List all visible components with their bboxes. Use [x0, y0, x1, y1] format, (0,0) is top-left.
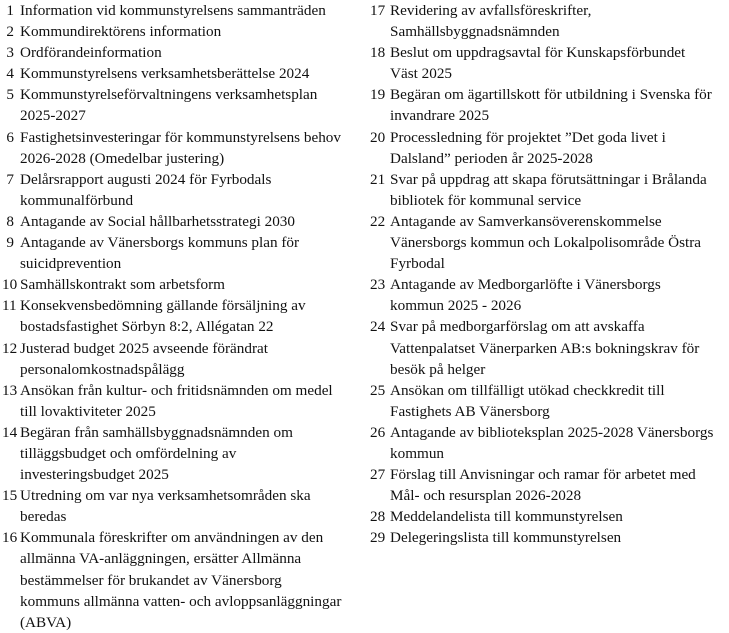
agenda-item-title: [20, 84, 364, 126]
agenda-item-number: 22: [370, 212, 386, 230]
agenda-item-number: 26: [370, 423, 386, 441]
agenda-item-title: [20, 338, 364, 380]
agenda-item: [2, 274, 364, 295]
agenda-item-title: [390, 169, 729, 211]
agenda-item-title-line: allmänna VA-anläggningen, ersätter Allmänna: [20, 550, 302, 568]
agenda-item-number: 27: [370, 466, 386, 484]
agenda-item-title-line: kommunalförbund: [20, 191, 134, 209]
agenda-item-number: 4: [6, 65, 14, 83]
agenda-item-number: 14: [2, 423, 18, 441]
agenda-item-title-line: Kommunstyrelseförvaltningens verksamhetsplan: [20, 86, 318, 104]
agenda-item-title: [20, 380, 364, 422]
agenda-item-title-line: Information vid kommunstyrelsens sammanträden: [20, 2, 326, 19]
agenda-item-title: [390, 211, 729, 274]
agenda-item-number: 5: [6, 86, 14, 104]
agenda-item-title: [20, 169, 364, 211]
agenda-item-title-line: Beslut om uppdragsavtal för Kunskapsförbundet: [390, 44, 686, 62]
agenda-item-title-line: Begäran från samhällsbyggnadsnämnden om: [20, 423, 293, 441]
agenda-item-number: 21: [370, 170, 386, 188]
agenda-item-title-line: Ordförandeinformation: [20, 44, 162, 62]
agenda-item-number: 15: [2, 487, 18, 505]
agenda-item-title: [20, 274, 364, 295]
agenda-item-title: [20, 422, 364, 485]
agenda-item-title: [390, 274, 729, 316]
agenda-item-title-line: (ABVA): [20, 613, 72, 631]
agenda-item-title-line: Fastighetsinvesteringar för kommunstyrelsens behov: [20, 128, 341, 146]
agenda-item-title: [20, 42, 364, 63]
agenda-item-number: 6: [6, 128, 14, 146]
agenda-item-title: [390, 380, 729, 422]
agenda-item-title: [390, 0, 729, 42]
agenda-item-title-line: bibliotek för kommunal service: [390, 191, 582, 209]
agenda-item-title: [20, 232, 364, 274]
agenda-item: [2, 211, 364, 232]
agenda-item-number: 19: [370, 86, 386, 104]
agenda-item-title: [390, 506, 729, 527]
agenda-item-title-line: Ansökan om tillfälligt utökad checkkredit till: [390, 381, 665, 399]
agenda-item: [2, 127, 364, 169]
agenda-item-number: 7: [6, 170, 14, 188]
agenda-item-title-line: Dalsland” perioden år 2025-2028: [390, 149, 593, 167]
agenda-item-title-line: Väst 2025: [390, 65, 453, 83]
agenda-item: [2, 527, 364, 632]
agenda-item-number: 11: [2, 297, 17, 315]
agenda-item: [370, 380, 729, 422]
agenda-item: [2, 63, 364, 84]
agenda-item-title-line: Antagande av Social hållbarhetsstrategi 2030: [20, 212, 295, 230]
agenda-item-number: 2: [6, 23, 14, 41]
agenda-item-title-line: kommuns allmänna vatten- och avloppsanläggningar: [20, 592, 342, 610]
agenda-item-title-line: Antagande av Samverkansöverenskommelse: [390, 212, 662, 230]
agenda-item: [370, 422, 729, 464]
agenda-item-number: 23: [370, 276, 386, 294]
agenda-item: [370, 127, 729, 169]
agenda-item-title: [390, 422, 729, 464]
agenda-item-title: [390, 316, 729, 379]
agenda-item-title-line: bostadsfastighet Sörbyn 8:2, Allégatan 22: [20, 318, 274, 336]
agenda-item-title-line: Mål- och resursplan 2026-2028: [390, 487, 582, 505]
agenda-item-title-line: invandrare 2025: [390, 107, 490, 125]
agenda-item-title-line: Vänersborgs kommun och Lokalpolisområde Östra: [390, 234, 702, 252]
agenda-item-title-line: Fastighets AB Vänersborg: [390, 402, 550, 420]
agenda-item: [370, 84, 729, 126]
agenda-item: [2, 485, 364, 527]
agenda-item: [2, 295, 364, 337]
agenda-item-title: [20, 527, 364, 632]
agenda-item: [370, 464, 729, 506]
agenda-item-title-line: kommun: [390, 444, 445, 462]
agenda-item-title-line: personalomkostnadspålägg: [20, 360, 185, 378]
agenda-item-number: 1: [6, 2, 14, 19]
agenda-item-title-line: besök på helger: [390, 360, 486, 378]
agenda-item-title-line: bestämmelser för brukandet av Vänersborg: [20, 571, 282, 589]
agenda-item-number: 24: [370, 318, 386, 336]
agenda-item-title-line: till lovaktiviteter 2025: [20, 402, 156, 420]
agenda-item-title-line: Vattenpalatset Vänerparken AB:s bokningskrav för: [390, 339, 700, 357]
agenda-item-title: [390, 84, 729, 126]
agenda-item: [2, 380, 364, 422]
agenda-item-title-line: beredas: [20, 508, 67, 526]
agenda-item-title-line: Svar på medborgarförslag om att avskaffa: [390, 318, 645, 336]
agenda-item-title-line: suicidprevention: [20, 255, 122, 273]
agenda-item-title-line: Svar på uppdrag att skapa förutsättningar i Brålanda: [390, 170, 707, 188]
agenda-item-title-line: Delårsrapport augusti 2024 för Fyrbodals: [20, 170, 272, 188]
agenda-item-title: [390, 527, 729, 548]
agenda-item-number: 16: [2, 529, 18, 547]
agenda-item: [370, 274, 729, 316]
agenda-item: [2, 232, 364, 274]
agenda-item: [370, 0, 729, 42]
agenda-item-number: 20: [370, 128, 386, 146]
agenda-item: [2, 42, 364, 63]
agenda-item-number: 13: [2, 381, 18, 399]
agenda-item-title-line: Antagande av Medborgarlöfte i Vänersborgs: [390, 276, 661, 294]
agenda-item-title-line: Antagande av biblioteksplan 2025-2028 Vänersborgs: [390, 423, 714, 441]
agenda-item-title: [20, 63, 364, 84]
agenda-item-title-line: Kommunstyrelsens verksamhetsberättelse 2024: [20, 65, 310, 83]
agenda-column-right: [370, 0, 729, 548]
agenda-item-title-line: Meddelandelista till kommunstyrelsen: [390, 508, 623, 526]
agenda-item: [370, 42, 729, 84]
agenda-item-title: [390, 42, 729, 84]
agenda-item-title-line: Förslag till Anvisningar och ramar för arbetet med: [390, 466, 696, 484]
agenda-item-title-line: Justerad budget 2025 avseende förändrat: [20, 339, 268, 357]
agenda-item: [2, 338, 364, 380]
agenda-item-number: 12: [2, 339, 18, 357]
agenda-item-title: [20, 295, 364, 337]
agenda-item-number: 10: [2, 276, 18, 294]
agenda-item-title: [20, 127, 364, 169]
agenda-column-left: [2, 0, 364, 633]
agenda-item-title-line: Samhällskontrakt som arbetsform: [20, 276, 225, 294]
agenda-item-title-line: Revidering av avfallsföreskrifter,: [390, 2, 592, 19]
agenda-item-number: 3: [6, 44, 14, 62]
agenda-item-title-line: Utredning om var nya verksamhetsområden ska: [20, 487, 311, 505]
agenda-item-number: 28: [370, 508, 386, 526]
agenda-item-title-line: tilläggsbudget och omfördelning av: [20, 444, 237, 462]
agenda-item-title: [390, 127, 729, 169]
agenda-item-title-line: Kommundirektörens information: [20, 23, 222, 41]
agenda-item: [370, 316, 729, 379]
agenda-item-title-line: Fyrbodal: [390, 255, 445, 273]
agenda-item-number: 17: [370, 2, 386, 19]
agenda-item-title: [20, 485, 364, 527]
agenda-item-title-line: investeringsbudget 2025: [20, 466, 169, 484]
agenda-item-title-line: Antagande av Vänersborgs kommuns plan för: [20, 234, 300, 252]
agenda-item-title: [20, 0, 364, 21]
agenda-item-title-line: Delegeringslista till kommunstyrelsen: [390, 529, 622, 547]
agenda-item-title-line: Begäran om ägartillskott för utbildning i Svenska för: [390, 86, 712, 104]
agenda-item-number: 29: [370, 529, 386, 547]
agenda-item: [2, 0, 364, 21]
agenda-item-title-line: Ansökan från kultur- och fritidsnämnden om medel: [20, 381, 333, 399]
agenda-item-title-line: Processledning för projektet ”Det goda livet i: [390, 128, 666, 146]
agenda-item-title-line: 2026-2028 (Omedelbar justering): [20, 149, 225, 167]
agenda-item-title-line: 2025-2027: [20, 107, 86, 125]
agenda-item-number: 9: [6, 234, 14, 252]
agenda-item: [370, 506, 729, 527]
agenda-item-title: [20, 21, 364, 42]
agenda-item-title-line: Samhällsbyggnadsnämnden: [390, 23, 560, 41]
agenda-item-title-line: Konsekvensbedömning gällande försäljning av: [20, 297, 306, 315]
agenda-item: [2, 169, 364, 211]
agenda-item-title: [20, 211, 364, 232]
agenda-item: [2, 21, 364, 42]
agenda-item: [370, 211, 729, 274]
agenda-item: [370, 527, 729, 548]
agenda-item-number: 25: [370, 381, 386, 399]
agenda-item-title-line: kommun 2025 - 2026: [390, 297, 522, 315]
agenda-item: [2, 84, 364, 126]
agenda-item-title: [390, 464, 729, 506]
agenda-item-title-line: Kommunala föreskrifter om användningen av den: [20, 529, 324, 547]
agenda-item-number: 8: [6, 212, 14, 230]
agenda-item-number: 18: [370, 44, 386, 62]
agenda-item: [370, 169, 729, 211]
agenda-item: [2, 422, 364, 485]
